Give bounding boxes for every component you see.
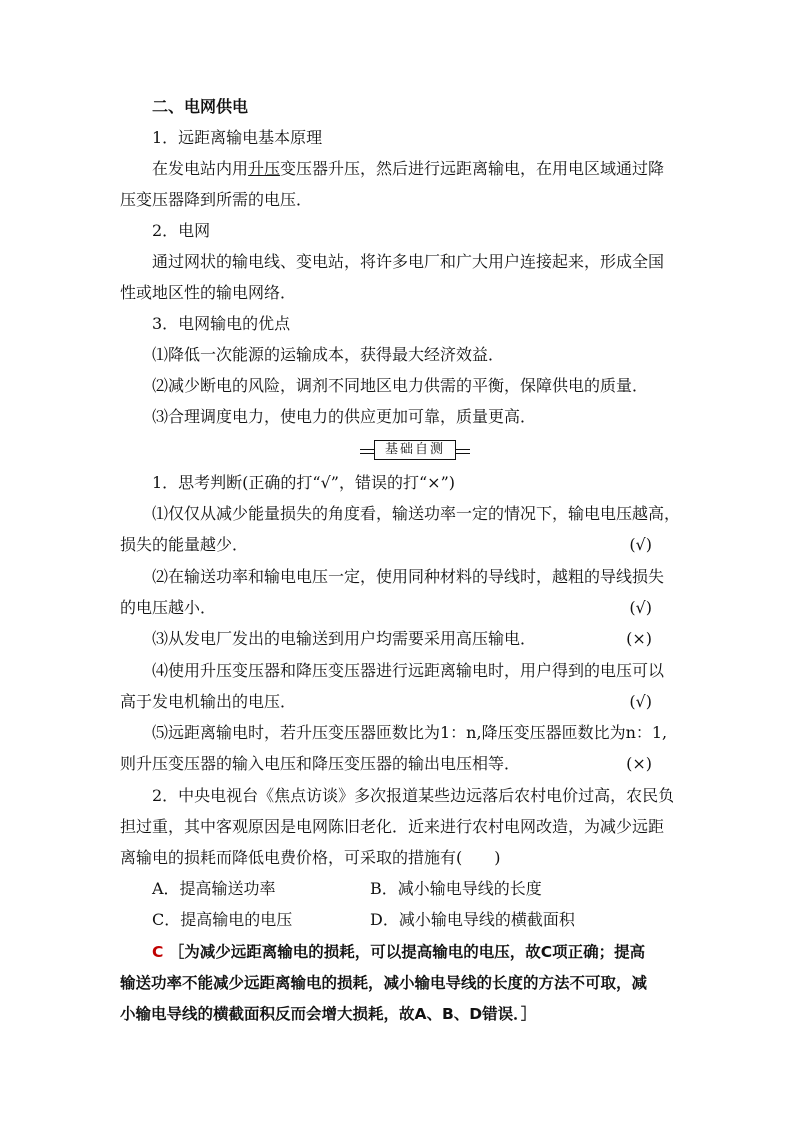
advantage-1: ⑴降低一次能源的运输成本，获得最大经济效益． [152, 345, 505, 364]
q1-item4-line1: ⑷使用升压变压器和降压变压器进行远距离输电时，用户得到的电压可以 [152, 661, 665, 680]
explanation-line2: 输送功率不能减少远距离输电的损耗，减小输电导线的长度的方法不可取，减 [120, 974, 648, 992]
q1-item3-text: ⑶从发电厂发出的电输送到用户均需要采用高压输电． [152, 629, 537, 648]
option-c: C．提高输电的电压 [152, 910, 293, 929]
underlined-term: 升压 [248, 159, 281, 178]
text-fragment: 在发电站内用 [152, 159, 249, 178]
q1-item5-line2 [120, 753, 680, 775]
q1-item1-mark: (√) [629, 535, 652, 554]
q1-item4-text: 高于发电机输出的电压． [120, 692, 297, 711]
heading-principle: 1．远距离输电基本原理 [152, 128, 323, 147]
explanation-text: ［为减少远距离输电的损耗，可以提高输电的电压，故C项正确；提高 [168, 943, 646, 961]
badge-label: 基础自测 [374, 440, 456, 460]
badge-right-bar [456, 449, 470, 454]
heading-grid: 2．电网 [152, 221, 211, 240]
q1-item3-line1 [152, 628, 680, 650]
paragraph-principle-line2: 压变压器降到所需的电压． [120, 190, 313, 209]
option-b: B．减小输电导线的长度 [370, 879, 542, 898]
option-a: A．提高输送功率 [152, 879, 276, 898]
advantage-3: ⑶合理调度电力，使电力的供应更加可靠，质量更高． [152, 407, 537, 426]
q2-line1: 2．中央电视台《焦点访谈》多次报道某些边远落后农村电价过高，农民负 [152, 786, 675, 805]
badge-left-bar [360, 449, 374, 454]
q1-item2-mark: (√) [629, 598, 652, 617]
answer-letter: C [152, 943, 164, 961]
q1-item5-mark: (×) [626, 754, 652, 773]
advantage-2: ⑵减少断电的风险，调剂不同地区电力供需的平衡，保障供电的质量． [152, 376, 649, 395]
q2-line3: 离输电的损耗而降低电费价格，可采取的措施有( ) [120, 848, 501, 867]
explanation-line1 [152, 941, 680, 963]
q1-item2-line1: ⑵在输送功率和输电电压一定，使用同种材料的导线时，越粗的导线损失 [152, 567, 665, 586]
q2-line2: 担过重，其中客观原因是电网陈旧老化．近来进行农村电网改造，为减少远距 [120, 817, 665, 836]
q1-title: 1．思考判断(正确的打“√”，错误的打“×”) [152, 473, 455, 492]
q1-item5-text: 则升压变压器的输入电压和降压变压器的输出电压相等． [120, 754, 521, 773]
q1-item5-line1: ⑸远距离输电时，若升压变压器匝数比为1：n,降压变压器匝数比为n：1, [152, 723, 668, 742]
self-test-badge [360, 440, 470, 460]
text-fragment: 变压器升压，然后进行远距离输电，在用电区域通过降 [280, 159, 665, 178]
section-title: 二、电网供电 [152, 97, 249, 116]
paragraph-grid-line2: 性或地区性的输电网络． [120, 283, 297, 302]
q1-item2-text: 的电压越小． [120, 598, 217, 617]
paragraph-grid-line1: 通过网状的输电线、变电站，将许多电厂和广大用户连接起来，形成全国 [152, 252, 665, 271]
paragraph-principle-line1 [152, 158, 680, 180]
heading-advantages: 3．电网输电的优点 [152, 314, 291, 333]
q1-item2-line2 [120, 597, 680, 619]
q1-item4-mark: (√) [629, 692, 652, 711]
q1-item1-line2 [120, 534, 680, 556]
option-d: D．减小输电导线的横截面积 [370, 910, 575, 929]
q1-item4-line2 [120, 691, 680, 713]
explanation-line3: 小输电导线的横截面积反而会增大损耗，故A、B、D错误．］ [120, 1005, 537, 1023]
q1-item1-text: 损失的能量越少． [120, 535, 249, 554]
q1-item3-mark: (×) [626, 629, 652, 648]
q1-item1-line1: ⑴仅仅从减少能量损失的角度看，输送功率一定的情况下，输电电压越高， [152, 504, 681, 523]
